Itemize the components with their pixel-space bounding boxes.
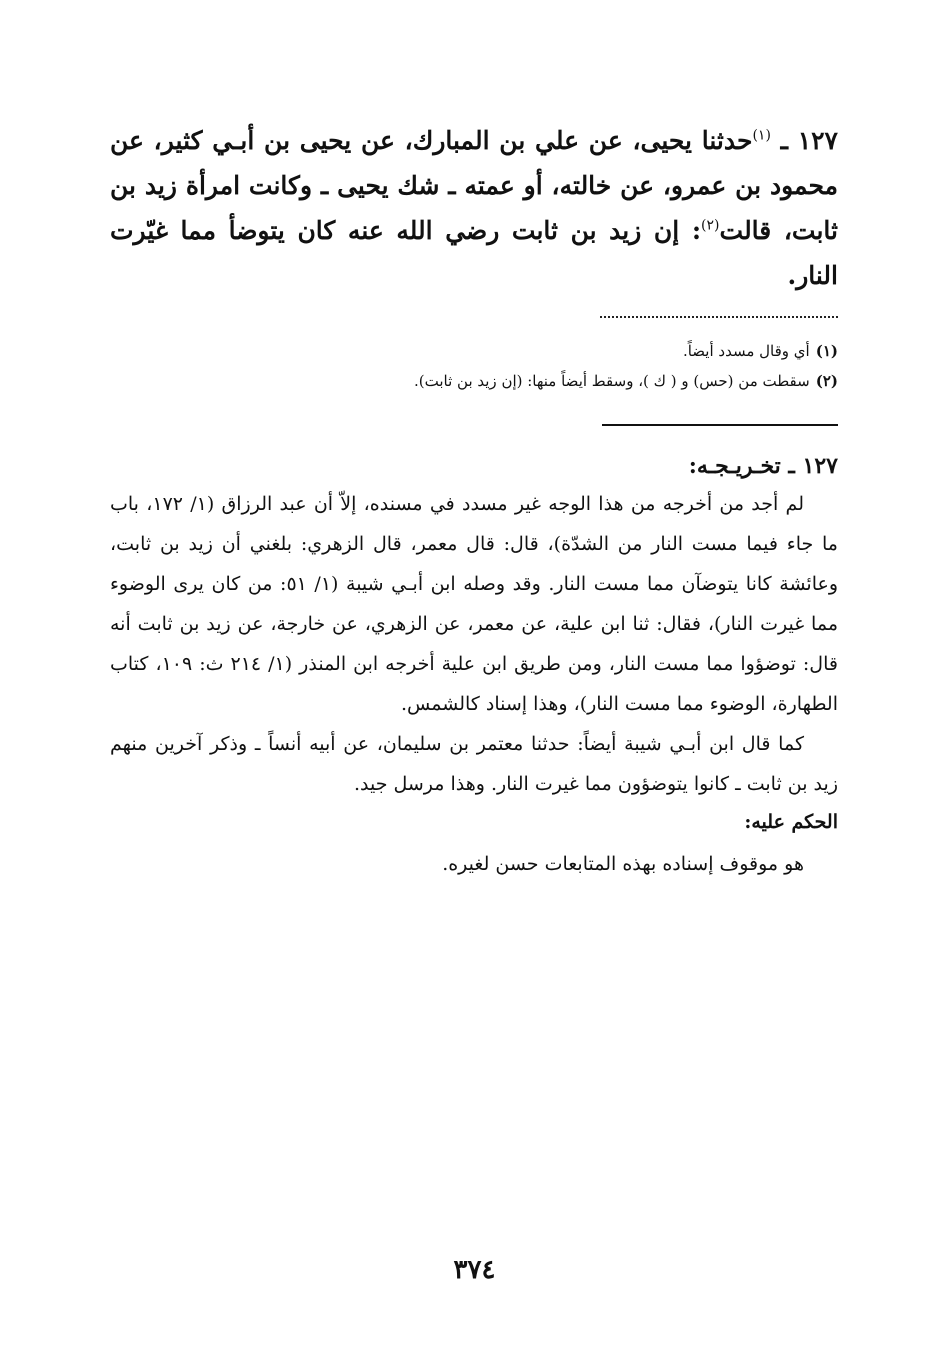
section-divider: [602, 424, 838, 426]
hadith-text: [110, 118, 838, 298]
hadith-text-part-2: : إن زيد بن ثابت رضي الله عنه كان يتوضأ مما غيّرت النار.: [110, 216, 838, 290]
footnote-marker: (٢): [815, 372, 838, 390]
page-number: ٣٧٤: [453, 1255, 496, 1285]
footnote-text: سقطت من (حس) و ( ك )، وسقط أيضاً منها: (إن زيد بن ثابت).: [413, 372, 810, 390]
footnote-1: [110, 336, 838, 366]
footnote-2: [110, 366, 838, 396]
footnote-marker: (١): [815, 342, 838, 360]
takhrij-paragraph-2: كما قال ابن أبـي شيبة أيضاً: حدثنا معتمر بن سليمان، عن أبيه أنساً ـ وذكر آخرين منهم زيد بن ثابت ـ كانوا يتوضؤون مما غيرت النار. وهذا مرسل جيد.: [110, 733, 838, 795]
hukm-text: هو موقوف إسناده بهذه المتابعات حسن لغيره.: [442, 853, 804, 875]
takhrij-heading: ١٢٧ ـ تخـريـجـه:: [688, 453, 838, 479]
page-content: [110, 118, 838, 1318]
takhrij-paragraph-1: لم أجد من أخرجه من هذا الوجه غير مسدد في مسنده، إلاّ أن عبد الرزاق (١/ ١٧٢، باب ما جاء فيما مست النار من الشدّة)، قال: قال معمر، قال الزهري: بلغني أن زيد بن ثابت، وعائشة كانا يتوضآن مما مست النار. وقد وصله ابن أبـي شيبة (١/ ٥١: من كان يرى الوضوء مما غيرت النار)، فقال: ثنا ابن علية، عن معمر، عن الزهري، عن خارجة، عن زيد بن ثابت أنه قال: توضؤوا مما مست النار، ومن طريق ابن علية أخرجه ابن المنذر (١/ ٢١٤ ث: ١٠٩، كتاب الطهارة، الوضوء مما مست النار)، وهذا إسناد كالشمس.: [110, 493, 838, 715]
footnote-ref-1[interactable]: (١): [752, 127, 771, 144]
hadith-text-part-1: حدثنا يحيى، عن علي بن المبارك، عن يحيى بن أبـي كثير، عن محمود بن عمرو، عن خالته، أو عمته ـ شك يحيى ـ وكانت امرأة زيد بن ثابت، قالت: [110, 126, 838, 245]
footnote-ref-2[interactable]: (٢): [701, 217, 720, 234]
hukm-heading: الحكم عليه:: [744, 811, 838, 833]
footnotes: [110, 336, 838, 396]
hadith-number: ١٢٧ ـ: [780, 126, 838, 155]
footnote-separator: [600, 316, 838, 318]
footnote-text: أي وقال مسدد أيضاً.: [682, 342, 810, 360]
